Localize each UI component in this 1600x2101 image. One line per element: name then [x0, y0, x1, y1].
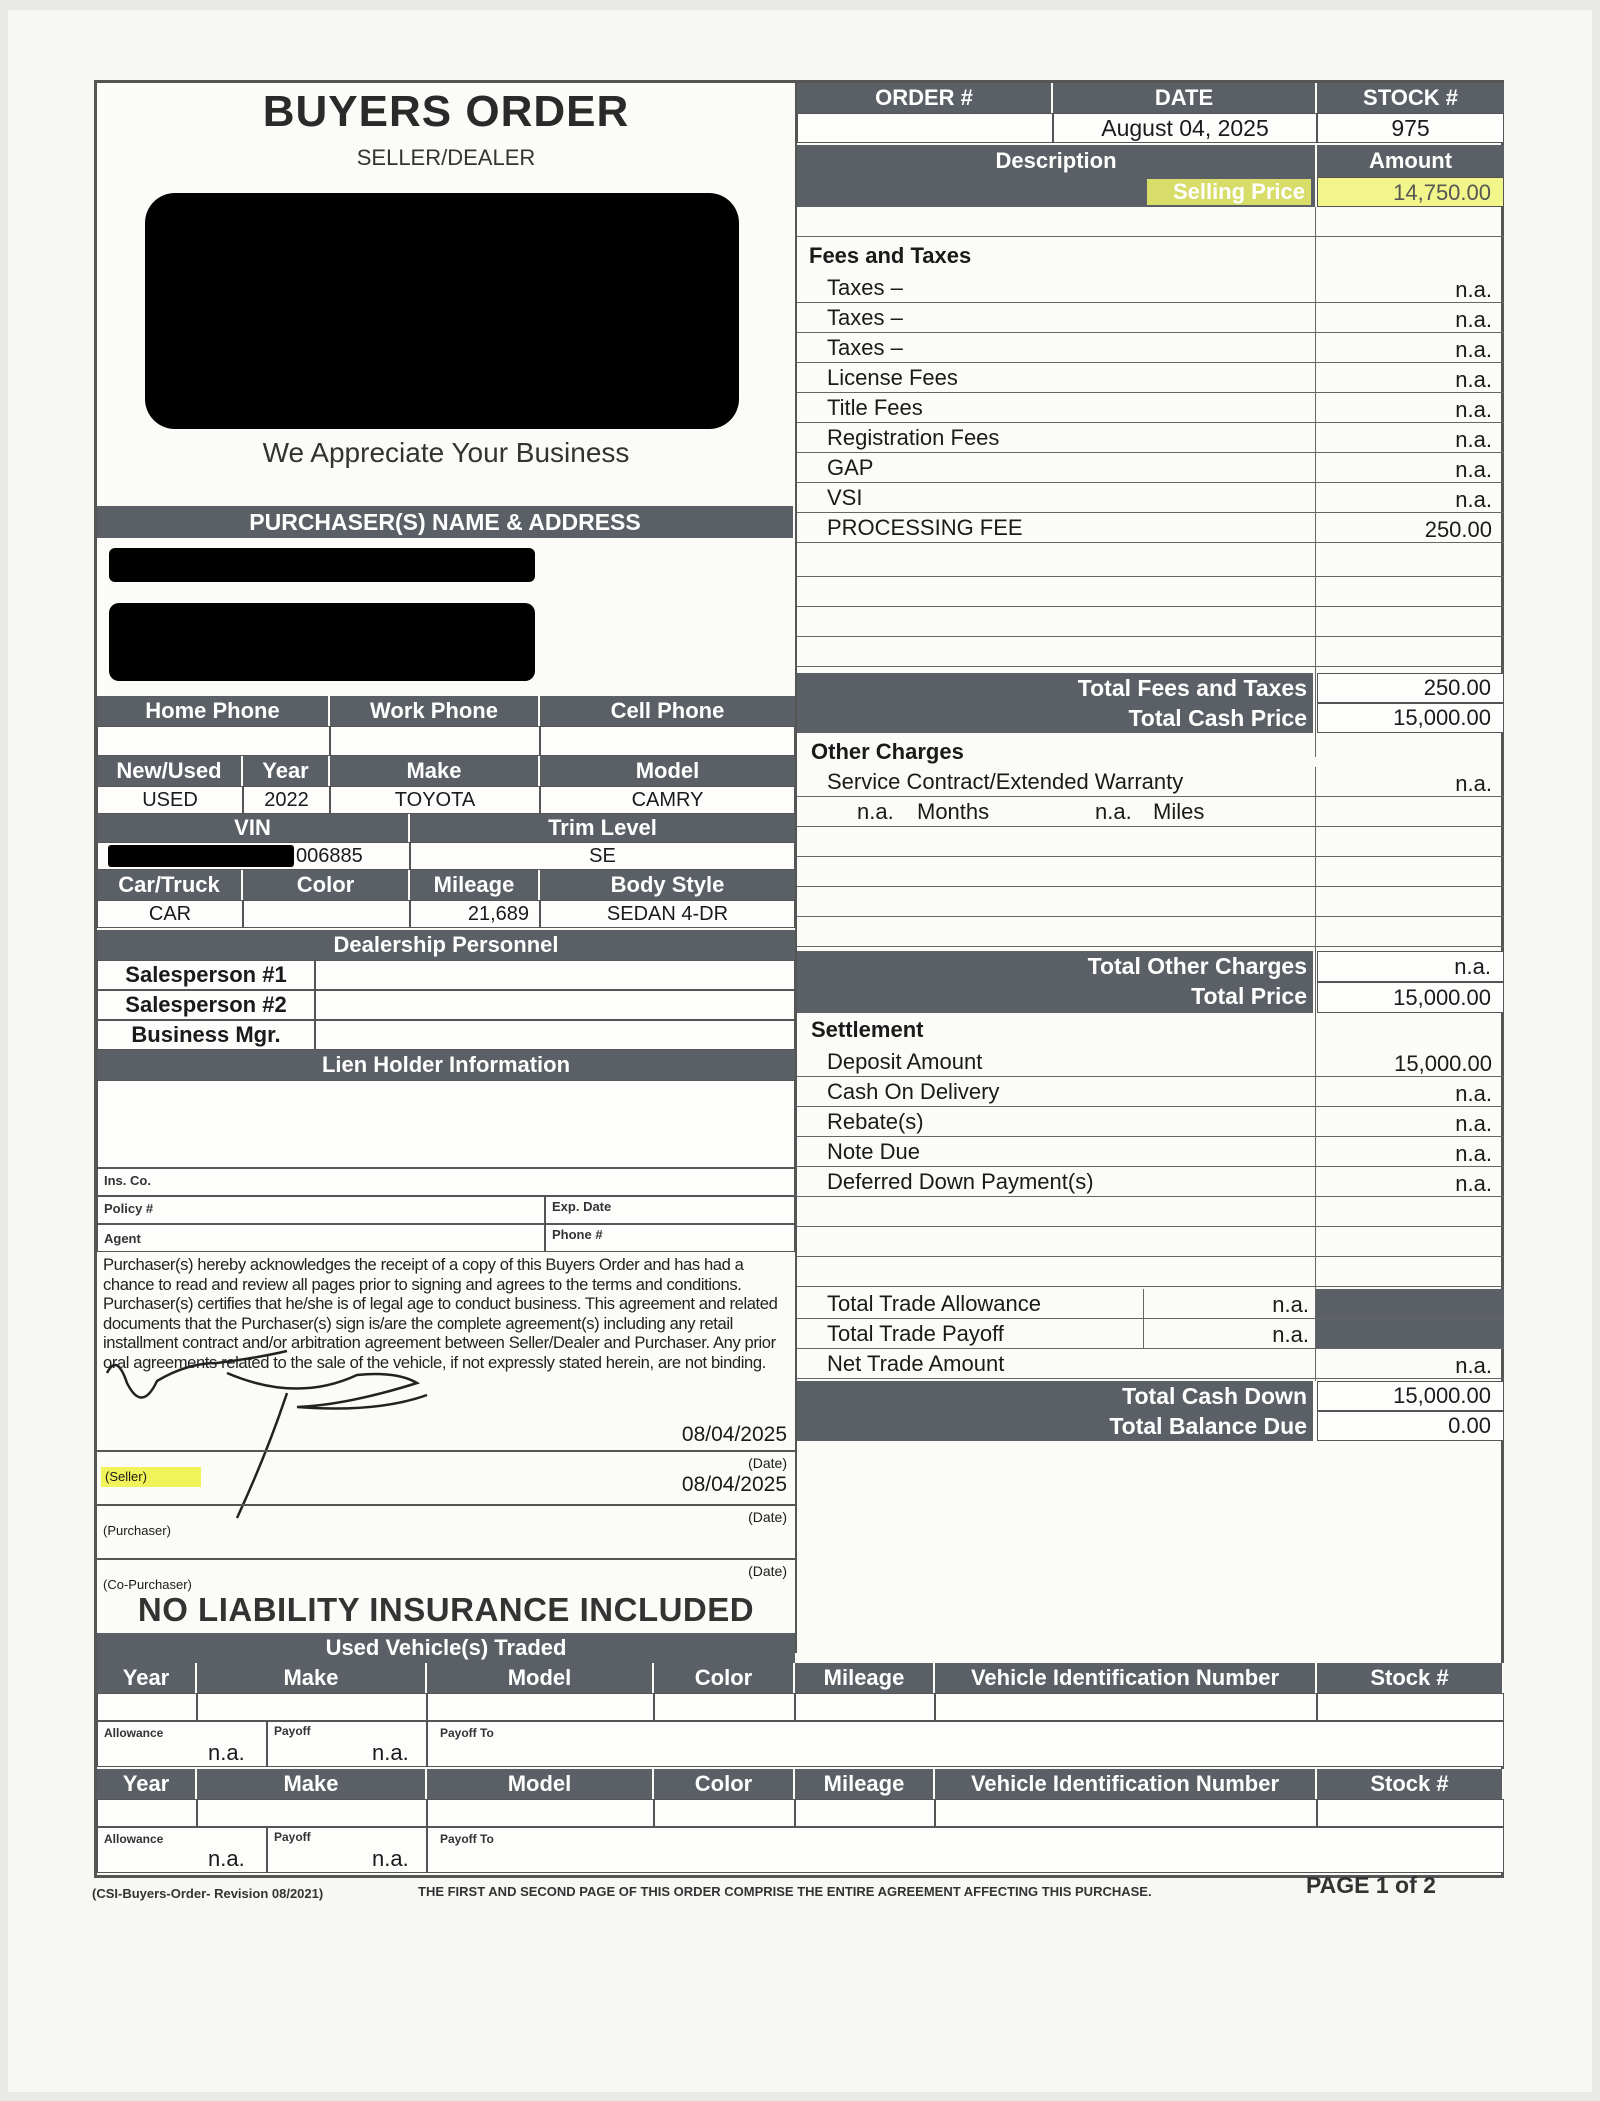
net-trade-amount-value: n.a. [1455, 1353, 1492, 1378]
ins-co-label: Ins. Co. [104, 1173, 151, 1188]
trade-make-header: Make [197, 1769, 427, 1799]
months-label: Months [917, 799, 990, 824]
stock-number-header: STOCK # [1317, 83, 1504, 113]
dealership-personnel-header: Dealership Personnel [97, 930, 795, 960]
fees-section-title: Fees and Taxes [809, 243, 972, 268]
payoff-value: n.a. [372, 1740, 409, 1765]
purchaser-date-label: (Date) [748, 1509, 787, 1525]
vin-redacted [108, 845, 294, 867]
payoff-to-label: Payoff To [440, 1726, 494, 1740]
trade-model-header: Model [427, 1769, 654, 1799]
months-value: n.a. [857, 799, 894, 824]
trade-year-header: Year [97, 1769, 197, 1799]
salesperson1-label: Salesperson #1 [97, 960, 315, 990]
fee-row [797, 423, 1504, 453]
fee-amount: n.a. [1455, 457, 1492, 482]
payoff-to-label: Payoff To [440, 1832, 494, 1846]
trim-level-value: SE [410, 842, 795, 870]
copurchaser-label: (Co-Purchaser) [103, 1577, 192, 1592]
fee-label: Taxes – [827, 275, 903, 300]
allowance-label: Allowance [104, 1726, 164, 1740]
trim-level-header: Trim Level [410, 814, 795, 842]
settlement-title: Settlement [811, 1017, 924, 1042]
net-trade-amount-label: Net Trade Amount [827, 1351, 1005, 1376]
fee-label: PROCESSING FEE [827, 515, 1023, 540]
body-style-header: Body Style [540, 870, 795, 900]
seller-signature-date: 08/04/2025 [681, 1423, 787, 1446]
fee-row [797, 273, 1504, 303]
policy-label: Policy # [104, 1201, 154, 1216]
total-cash-down-value: 15,000.00 [1317, 1381, 1504, 1411]
copurchaser-date-label: (Date) [748, 1563, 787, 1579]
total-trade-payoff-label: Total Trade Payoff [827, 1321, 1004, 1346]
buyers-order-form [94, 80, 1504, 1878]
trade-color-header: Color [654, 1769, 795, 1799]
seller-dealer-label: SELLER/DEALER [356, 145, 536, 170]
purchaser-header: PURCHASER(S) NAME & ADDRESS [97, 506, 795, 538]
payoff-label: Payoff [274, 1830, 311, 1844]
order-number-header: ORDER # [797, 83, 1053, 113]
work-phone-header: Work Phone [330, 696, 540, 726]
mileage-header: Mileage [410, 870, 540, 900]
payoff-value: n.a. [372, 1846, 409, 1871]
total-other-charges-label: Total Other Charges [1087, 953, 1307, 979]
fee-row [797, 483, 1504, 513]
allowance-value: n.a. [208, 1846, 245, 1871]
settlement-label: Deferred Down Payment(s) [827, 1169, 1094, 1194]
car-truck-header: Car/Truck [97, 870, 243, 900]
seller-date-label: (Date) [748, 1455, 787, 1471]
settlement-row [797, 1047, 1504, 1077]
trade-title: Used Vehicle(s) Traded [97, 1633, 795, 1663]
salesperson2-label: Salesperson #2 [97, 990, 315, 1020]
seller-label: (Seller) [101, 1467, 201, 1487]
new-used-value: USED [97, 786, 243, 814]
year-header: Year [243, 756, 330, 786]
miles-value: n.a. [1095, 799, 1132, 824]
total-price-value: 15,000.00 [1317, 982, 1504, 1013]
allowance-label: Allowance [104, 1832, 164, 1846]
no-liability-notice: NO LIABILITY INSURANCE INCLUDED [137, 1591, 755, 1628]
fee-amount: n.a. [1455, 307, 1492, 332]
agreement-text: Purchaser(s) hereby acknowledges the receipt of a copy of this Buyers Order and has had a chance to read and review all pages prior to signing and agrees to the terms and conditions. Purchaser(s) certifies that he/she is of legal age to conduct business. This agreement and related documents that the Purchaser(s) sign is/are the complete agreement(s) including any retail installment contract and/or arbitration agreement between Seller/Dealer and Purchaser. Any prior oral agreements related to the sale of the vehicle, if not expressly stated herein, are not binding. [103, 1255, 778, 1372]
allowance-value: n.a. [208, 1740, 245, 1765]
trade-vin-header: Vehicle Identification Number [935, 1663, 1317, 1693]
fee-label: License Fees [827, 365, 958, 390]
total-balance-due-value: 0.00 [1317, 1411, 1504, 1441]
fee-label: Registration Fees [827, 425, 1000, 450]
dealer-info-redacted [145, 193, 739, 429]
business-manager-label: Business Mgr. [97, 1020, 315, 1050]
trade-color-header: Color [654, 1663, 795, 1693]
exp-date-label: Exp. Date [552, 1199, 612, 1214]
model-value: CAMRY [540, 786, 795, 814]
body-style-value: SEDAN 4-DR [540, 900, 795, 928]
settlement-amount: n.a. [1455, 1081, 1492, 1106]
page-number: PAGE 1 of 2 [1306, 1872, 1436, 1898]
fee-amount: n.a. [1455, 397, 1492, 422]
trade-make-header: Make [197, 1663, 427, 1693]
fee-row [797, 393, 1504, 423]
make-header: Make [330, 756, 540, 786]
date-header: DATE [1053, 83, 1317, 113]
fee-label: Taxes – [827, 335, 903, 360]
settlement-row [797, 1137, 1504, 1167]
trade-vin-header: Vehicle Identification Number [935, 1769, 1317, 1799]
settlement-label: Cash On Delivery [827, 1079, 1000, 1104]
trade-mileage-header: Mileage [795, 1663, 935, 1693]
new-used-header: New/Used [97, 756, 243, 786]
date-value: August 04, 2025 [1053, 113, 1317, 143]
trade-model-header: Model [427, 1663, 654, 1693]
selling-price-value: 14,750.00 [1317, 177, 1504, 207]
color-value [243, 900, 410, 928]
total-trade-payoff-value: n.a. [1272, 1322, 1309, 1347]
fee-label: GAP [827, 455, 874, 480]
settlement-row [797, 1167, 1504, 1197]
description-header: Description [797, 145, 1317, 177]
payoff-label: Payoff [274, 1724, 311, 1738]
cell-phone-header: Cell Phone [540, 696, 795, 726]
selling-price-label: Selling Price [1147, 179, 1311, 205]
fee-row [797, 303, 1504, 333]
mileage-value: 21,689 [410, 900, 540, 928]
purchaser-label: (Purchaser) [103, 1523, 171, 1538]
fee-amount: n.a. [1455, 337, 1492, 362]
lien-holder-header: Lien Holder Information [97, 1050, 795, 1080]
total-price-label: Total Price [1191, 983, 1307, 1009]
total-balance-due-label: Total Balance Due [1109, 1413, 1307, 1439]
paper-sheet [8, 10, 1592, 2092]
total-other-charges-value: n.a. [1317, 951, 1504, 982]
vin-header: VIN [97, 814, 410, 842]
footer-notice: THE FIRST AND SECOND PAGE OF THIS ORDER COMPRISE THE ENTIRE AGREEMENT AFFECTING THIS PURCHASE. [418, 1884, 1152, 1899]
settlement-amount: 15,000.00 [1394, 1051, 1492, 1076]
settlement-label: Rebate(s) [827, 1109, 924, 1134]
fee-amount: n.a. [1455, 367, 1492, 392]
total-cash-price-label: Total Cash Price [1128, 705, 1307, 731]
fee-amount: n.a. [1455, 277, 1492, 302]
trade-stock-header: Stock # [1317, 1769, 1504, 1799]
other-charges-title: Other Charges [811, 739, 964, 764]
service-contract-label: Service Contract/Extended Warranty [827, 769, 1184, 794]
settlement-amount: n.a. [1455, 1171, 1492, 1196]
vin-value [97, 842, 410, 870]
fee-row [797, 363, 1504, 393]
amount-header: Amount [1317, 145, 1504, 177]
fee-label: VSI [827, 485, 863, 510]
year-value: 2022 [243, 786, 330, 814]
fee-label: Taxes – [827, 305, 903, 330]
fee-amount: n.a. [1455, 487, 1492, 512]
make-value: TOYOTA [330, 786, 540, 814]
agent-label: Agent [104, 1231, 141, 1246]
total-fees-label: Total Fees and Taxes [1077, 675, 1307, 701]
purchaser-name-redacted [109, 548, 535, 582]
miles-label: Miles [1153, 799, 1205, 824]
phone-label: Phone # [552, 1227, 603, 1242]
settlement-row [797, 1077, 1504, 1107]
settlement-row [797, 1107, 1504, 1137]
revision-label: (CSI-Buyers-Order- Revision 08/2021) [92, 1886, 324, 1901]
fee-label: Title Fees [827, 395, 923, 420]
fee-row [797, 453, 1504, 483]
color-header: Color [243, 870, 410, 900]
total-cash-price-value: 15,000.00 [1317, 703, 1504, 733]
trade-stock-header: Stock # [1317, 1663, 1504, 1693]
total-fees-value: 250.00 [1317, 673, 1504, 703]
total-cash-down-label: Total Cash Down [1122, 1383, 1307, 1409]
service-contract-value: n.a. [1455, 771, 1492, 796]
home-phone-header: Home Phone [97, 696, 330, 726]
total-trade-allowance-value: n.a. [1272, 1292, 1309, 1317]
settlement-amount: n.a. [1455, 1141, 1492, 1166]
trade-mileage-header: Mileage [795, 1769, 935, 1799]
fee-amount: 250.00 [1424, 517, 1492, 542]
stock-number-value: 975 [1317, 113, 1504, 143]
total-trade-allowance-label: Total Trade Allowance [827, 1291, 1042, 1316]
purchaser-signature-date: 08/04/2025 [681, 1473, 787, 1496]
tagline: We Appreciate Your Business [262, 437, 630, 468]
order-number-value [797, 113, 1053, 143]
fee-amount: n.a. [1455, 427, 1492, 452]
settlement-label: Note Due [827, 1139, 920, 1164]
settlement-amount: n.a. [1455, 1111, 1492, 1136]
fee-row [797, 513, 1504, 543]
model-header: Model [540, 756, 795, 786]
trade-year-header: Year [97, 1663, 197, 1693]
car-truck-value: CAR [97, 900, 243, 928]
form-title: BUYERS ORDER [262, 87, 630, 136]
purchaser-address-redacted [109, 603, 535, 681]
fee-row [797, 333, 1504, 363]
vin-tail: 006885 [296, 845, 363, 867]
settlement-label: Deposit Amount [827, 1049, 983, 1074]
